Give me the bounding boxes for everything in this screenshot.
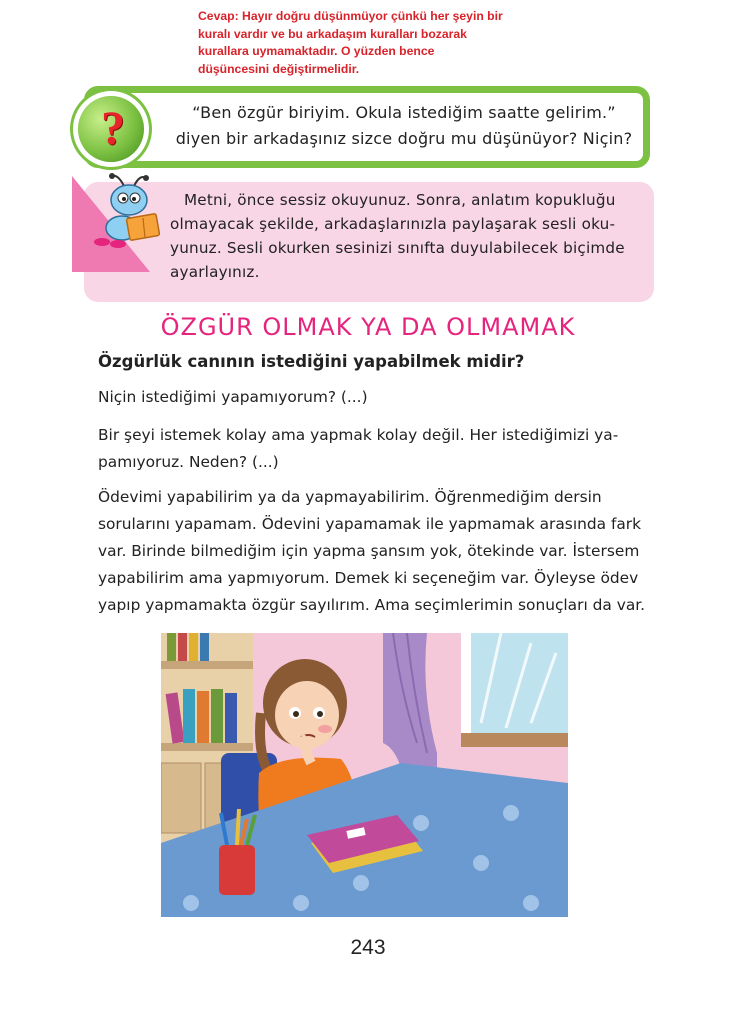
paragraph-line: Bir şeyi istemek kolay ama yapmak kolay değil. Her istediğimizi ya- bbox=[98, 426, 619, 444]
answer-line: kurallara uymamaktadır. O yüzden bence bbox=[198, 44, 435, 58]
paragraph-2 bbox=[98, 422, 658, 476]
instruction-line: ayarlayınız. bbox=[170, 263, 260, 281]
paragraph-1 bbox=[98, 384, 658, 411]
answer-note bbox=[198, 8, 538, 78]
question-line: diyen bir arkadaşınız sizce doğru mu düşünüyor? Niçin? bbox=[175, 129, 633, 148]
paragraph-line: yapıp yapmamakta özgür sayılırım. Ama seçimlerimin sonuçları da var. bbox=[98, 596, 646, 614]
paragraph-line: sorularını yapamam. Ödevini yapamamak ile yapmamak arasında fark bbox=[98, 515, 642, 533]
answer-line: Cevap: Hayır doğru düşünmüyor çünkü her şeyin bir bbox=[198, 9, 503, 23]
question-text bbox=[164, 100, 644, 152]
paragraph-line: Ödevimi yapabilirim ya da yapmayabilirim. Öğrenmediğim dersin bbox=[98, 488, 602, 506]
page-number: 243 bbox=[350, 936, 386, 959]
question-line: “Ben özgür biriyim. Okula istediğim saatte gelirim.” bbox=[192, 103, 616, 122]
paragraph-line: Niçin istediğimi yapamıyorum? (...) bbox=[98, 388, 368, 406]
paragraph-3 bbox=[98, 484, 658, 619]
instruction-text bbox=[170, 188, 650, 284]
answer-line: düşüncesini değiştirmelidir. bbox=[198, 61, 360, 76]
instruction-line: olmayacak şekilde, arkadaşlarınızla paylaşarak sesli oku- bbox=[170, 215, 616, 233]
instruction-line: yunuz. Sesli okurken sesinizi sınıfta duyulabilecek biçimde bbox=[170, 239, 625, 257]
girl-thinking-illustration bbox=[161, 633, 568, 917]
question-mark-icon: ? bbox=[101, 102, 125, 155]
reading-bug-mascot-icon bbox=[88, 172, 170, 252]
instruction-line: Metni, önce sessiz okuyunuz. Sonra, anlatım kopukluğu bbox=[184, 191, 616, 209]
story-subtitle: Özgürlük canının istediğini yapabilmek midir? bbox=[98, 352, 525, 371]
paragraph-line: var. Birinde bilmediğim için yapma şansım yok, ötekinde var. İstersem bbox=[98, 542, 640, 560]
paragraph-line: yapabilirim ama yapmıyorum. Demek ki seçeneğim var. Öyleyse ödev bbox=[98, 569, 639, 587]
answer-line: kuralı vardır ve bu arkadaşım kuralları bozarak bbox=[198, 26, 467, 41]
paragraph-line: pamıyoruz. Neden? (...) bbox=[98, 453, 279, 471]
story-title: ÖZGÜR OLMAK YA DA OLMAMAK bbox=[160, 313, 576, 341]
